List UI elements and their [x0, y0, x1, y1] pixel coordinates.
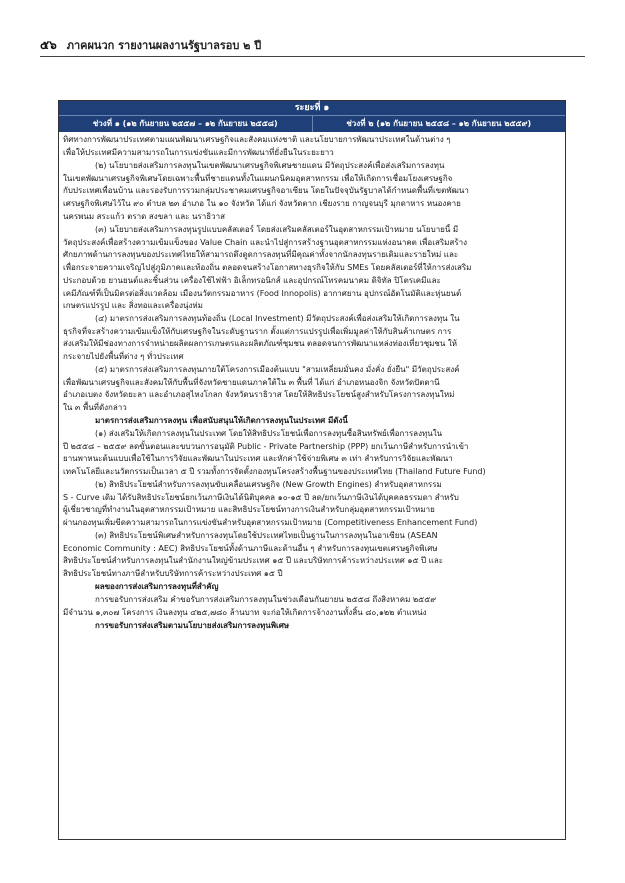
- paragraph-domestic-investment: (๑) ส่งเสริมให้เกิดการลงทุนในประเทศ โดยให้สิทธิประโยชน์เพื่อการลงทุนซื้อสินทรัพย์เพื่อการลงทุนใน ปี ๒๕๕๘ – ๒๕๕๙ ลดขั้นตอนและขบวนการอนุมัติ Public - Private Partnership (PPP) ยกเว้นภาษีสำหรับการนำเข้า ยานพาหนะต้นแบบเพื่อใช้ในการวิจัยและพัฒนาในประเทศ และหักค่าใช้จ่ายพิเศษ ๓ เท่า สำหรับการวิจัยและพัฒนา เทคโนโลยีและนวัตกรรมเป็นเวลา ๕ ปี รวมทั้งการจัดตั้งกองทุนโครงสร้างพื้นฐานของประเทศไทย (Thailand Future Fund): [63, 429, 486, 477]
- column-left-header: ช่วงที่ ๑ (๑๒ กันยายน ๒๕๕๗ – ๑๒ กันยายน ๒๕๕๘): [59, 116, 313, 132]
- report-table: [58, 100, 566, 840]
- table-body: [59, 132, 565, 633]
- paragraph-new-growth-engines: (๒) สิทธิประโยชน์สำหรับการลงทุนขับเคลื่อนเศรษฐกิจ (New Growth Engines) สำหรับอุตสาหกรรม S - Curve เดิม ได้รับสิทธิประโยชน์ยกเว้นภาษีเงินได้นิติบุคคล ๑๐-๑๕ ปี ลด/ยกเว้นภาษีเงินได้บุคคลธรรมดา สำหรับ ผู้เชี่ยวชาญที่ทำงานในอุตสาหกรรมเป้าหมาย และสิทธิประโยชน์ทางการเงินสำหรับกลุ่มอุตสาหกรรมเป้าหมาย ผ่านกองทุนเพิ่มขีดความสามารถในการแข่งขันสำหรับอุตสาหกรรมเป้าหมาย (Competitiveness Enhancement Fund): [63, 480, 478, 528]
- phase-label: ระยะที่ ๑: [59, 101, 565, 115]
- paragraph-local-investment: (๔) มาตรการส่งเสริมการลงทุนท้องถิ่น (Local Investment) มีวัตถุประสงค์เพื่อส่งเสริมให้เกิดการลงทุน ใน ธุรกิจที่จะสร้างความเข้มแข็งให้กับเศรษฐกิจในระดับฐานราก ตั้งแต่การแปรรูปเพื่อเพิ่มมูลค่าให้กับสินค้าเกษตร การ ส่งเสริมให้มีช่องทางการจำหน่ายผลิตผลการเกษตรและผลิตภัณฑ์ชุมชน ตลอดจนการพัฒนาแหล่งท่องเที่ยวชุมชน ให้ กระจายไปยังพื้นที่ต่าง ๆ ทั่วประเทศ: [63, 314, 460, 362]
- page-header: [40, 35, 585, 55]
- column-right-header: ช่วงที่ ๒ (๑๒ กันยายน ๒๕๕๘ – ๑๒ กันยายน ๒๕๕๙): [346, 119, 532, 128]
- page-number: ๕๖: [40, 37, 57, 52]
- heading-key-results: ผลของการส่งเสริมการลงทุนที่สำคัญ: [95, 582, 219, 591]
- paragraph-border-sez: (๒) นโยบายส่งเสริมการลงทุนในเขตพัฒนาเศรษฐกิจพิเศษชายแดน มีวัตถุประสงค์เพื่อส่งเสริมการลงทุน ในเขตพัฒนาเศรษฐกิจพิเศษโดยเฉพาะพื้นที่ชายแดนทั้งในแผนกนิคมอุตสาหกรรม เพื่อให้เกิดการเชื่อมโยงเศรษฐกิจ กับประเทศเพื่อนบ้าน และรองรับการรวมกลุ่มประชาคมเศรษฐกิจอาเซียน โดยในปัจจุบันรัฐบาลได้กำหนดพื้นที่เขตพัฒนา เศรษฐกิจพิเศษไว้ใน ๙๐ ตำบล ๒๓ อำเภอ ใน ๑๐ จังหวัด ได้แก่ จังหวัดตาก เชียงราย กาญจนบุรี มุกดาหาร หนองคาย นครพนม สระแก้ว ตราด สงขลา และ นราธิวาส: [63, 161, 469, 221]
- paragraph-development-direction: ทิศทางการพัฒนาประเทศตามแผนพัฒนาเศรษฐกิจและสังคมแห่งชาติ และนโยบายการพัฒนาประเทศในด้านต่าง ๆ เพื่อให้ประเทศมีความสามารถในการแข่งขันและมีการพัฒนาที่ยั่งยืนในระยะยาว: [63, 135, 451, 157]
- heading-special-policy: การขอรับการส่งเสริมตามนโยบายส่งเสริมการลงทุนพิเศษ: [95, 621, 290, 630]
- heading-investment-measures: มาตรการส่งเสริมการลงทุน เพื่อสนับสนุนให้เกิดการลงทุนในประเทศ มีดังนี้: [95, 416, 348, 425]
- header-rule: [40, 56, 585, 57]
- paragraph-applications: การขอรับการส่งเสริม คำขอรับการส่งเสริมการลงทุนในช่วงเดือนกันยายน ๒๕๕๘ ถึงสิงหาคม ๒๕๕๙ มีจำนวน ๑,๓๐๗ โครงการ เงินลงทุน ๔๒๕,๗๘๐ ล้านบาท จะก่อให้เกิดการจ้างงานทั้งสิ้น ๘๐,๑๒๒ ตำแหน่ง: [63, 595, 437, 617]
- paragraph-asean-privileges: (๓) สิทธิประโยชน์พิเศษสำหรับการลงทุนโดยใช้ประเทศไทยเป็นฐานในการลงทุนในอาเซียน (ASEAN Economic Community : AEC) สิทธิประโยชน์ทั้งด้านภาษีและด้านอื่น ๆ สำหรับการลงทุนเขตเศรษฐกิจพิเศษ สิทธิประโยชน์สำหรับการลงทุนในสำนักงานใหญ่ข้ามประเทศ ๑๕ ปี และบริษัทการค้าระหว่างประเทศ ๑๕ ปี และ สิทธิประโยชน์ทางภาษีสำหรับบริษัทการค้าระหว่างประเทศ ๑๕ ปี: [63, 531, 444, 579]
- period-header-row: [59, 115, 565, 132]
- paragraph-cluster-policy: (๓) นโยบายส่งเสริมการลงทุนรูปแบบคลัสเตอร์ โดยส่งเสริมคลัสเตอร์ในอุตสาหกรรมเป้าหมาย นโยบายนี้ มี วัตถุประสงค์เพื่อสร้างความเข้มแข็งของ Value Chain และนำไปสู่การสร้างฐานอุตสาหกรรมแห่งอนาคต เพื่อเสริมสร้าง ศักยภาพด้านการลงทุนของประเทศไทยให้สามารถดึงดูดการลงทุนที่มีคุณค่าทั้งจากนักลงทุนรายเดิมและรายใหม่ และ เพื่อกระจายความเจริญไปสู่ภูมิภาคและท้องถิ่น ตลอดจนสร้างโอกาสทางธุรกิจให้กับ SMEs โดยคลัสเตอร์ที่ให้การส่งเสริม ประกอบด้วย ยานยนต์และชิ้นส่วน เครื่องใช้ไฟฟ้า อิเล็กทรอนิกส์ และอุปกรณ์โทรคมนาคม ดิจิทัล ปิโตรเคมีและ เคมีภัณฑ์ที่เป็นมิตรต่อสิ่งแวดล้อม เมืองนวัตกรรมอาหาร (Food Innopolis) อากาศยาน อุปกรณ์อัตโนมัติและหุ่นยนต์ เกษตรแปรรูป และ สิ่งทอและเครื่องนุ่งห่ม: [63, 225, 472, 311]
- running-title: ภาคผนวก รายงานผลงานรัฐบาลรอบ ๒ ปี: [66, 39, 262, 52]
- paragraph-model-cities: (๕) มาตรการส่งเสริมการลงทุนภายใต้โครงการเมืองต้นแบบ "สามเหลี่ยมมั่นคง มั่งคั่ง ยั่งยืน" มีวัตถุประสงค์ เพื่อพัฒนาเศรษฐกิจและสังคมให้กับพื้นที่จังหวัดชายแดนภาคใต้ใน ๓ พื้นที่ ได้แก่ อำเภอหนองจิก จังหวัดปัตตานี อำเภอเบตง จังหวัดยะลา และอำเภอสุไหงโกลก จังหวัดนราธิวาส โดยให้สิทธิประโยชน์สูงสำหรับโครงการลงทุนใหม่ ใน ๓ พื้นที่ดังกล่าว: [63, 365, 460, 413]
